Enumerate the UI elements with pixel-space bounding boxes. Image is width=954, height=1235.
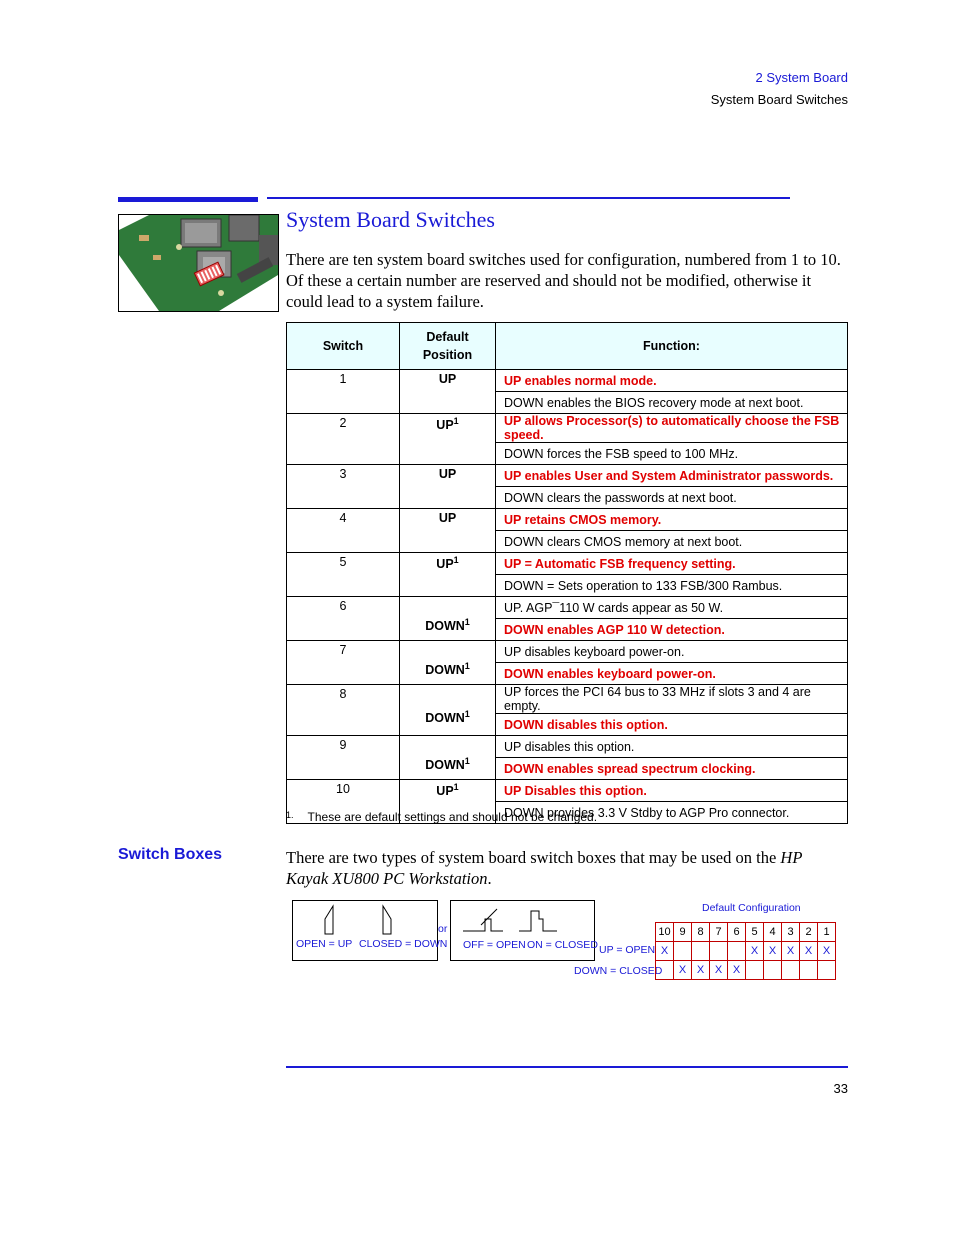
function-down: DOWN enables keyboard power-on. — [496, 663, 848, 685]
switch-number: 1 — [287, 370, 400, 414]
table-row — [287, 685, 848, 714]
down-closed-label: DOWN = CLOSED — [574, 965, 663, 977]
function-down: DOWN disables this option. — [496, 714, 848, 736]
config-switch-number: 9 — [674, 923, 692, 942]
table-row — [287, 370, 848, 392]
switch-number: 4 — [287, 509, 400, 553]
config-up-mark — [710, 942, 728, 961]
default-position-label: UP — [438, 467, 457, 481]
footnote-ref: 1 — [464, 661, 470, 672]
config-down-mark — [782, 961, 800, 980]
config-down-row — [656, 961, 836, 980]
config-switch-number: 2 — [800, 923, 818, 942]
default-position-label: DOWN — [425, 758, 465, 773]
config-down-mark — [746, 961, 764, 980]
switch-table-body — [287, 370, 848, 824]
table-row — [287, 414, 848, 443]
config-down-mark: X — [692, 961, 710, 980]
config-switch-number: 10 — [656, 923, 674, 942]
switch-number: 7 — [287, 641, 400, 685]
config-up-row — [656, 942, 836, 961]
default-config-grid — [655, 922, 836, 980]
intro-paragraph: There are ten system board switches used for configuration, numbered from 1 to 10. Of these a certain number are reserved and should not be modified, otherwise it could lead to a system failure. — [286, 250, 841, 311]
switch-number: 5 — [287, 553, 400, 597]
config-down-mark: X — [710, 961, 728, 980]
system-board-image — [118, 214, 279, 312]
config-up-mark — [674, 942, 692, 961]
config-up-mark: X — [782, 942, 800, 961]
footer-rule — [286, 1066, 848, 1068]
config-switch-number: 5 — [746, 923, 764, 942]
footnote-text: These are default settings and should not be changed. — [307, 810, 598, 824]
off-open-label: OFF = OPEN — [463, 939, 526, 951]
footnote-ref: 1 — [453, 782, 459, 792]
config-switch-number: 4 — [764, 923, 782, 942]
default-config-label: Default Configuration — [702, 902, 801, 914]
config-switch-number: 3 — [782, 923, 800, 942]
table-row — [287, 780, 848, 802]
config-switch-numbers-row — [656, 923, 836, 942]
default-position-label: UP — [436, 784, 454, 799]
config-up-mark: X — [800, 942, 818, 961]
config-up-mark: X — [746, 942, 764, 961]
default-position-label: UP — [438, 511, 457, 525]
up-open-label: UP = OPEN — [599, 944, 656, 956]
function-up: UP disables this option. — [496, 736, 848, 758]
title-rule-left — [118, 197, 258, 202]
header-default-label: Default Position — [422, 330, 473, 362]
function-down: DOWN clears CMOS memory at next boot. — [496, 531, 848, 553]
config-up-mark: X — [656, 942, 674, 961]
switch-number: 9 — [287, 736, 400, 780]
page-title: System Board Switches — [286, 207, 495, 232]
footnote-ref: 1 — [453, 555, 459, 565]
config-up-mark — [728, 942, 746, 961]
footnote — [286, 810, 597, 824]
function-up: UP disables keyboard power-on. — [496, 641, 848, 663]
function-up: UP enables User and System Administrator passwords. — [496, 465, 848, 487]
function-up: UP forces the PCI 64 bus to 33 MHz if slots 3 and 4 are empty. — [496, 685, 848, 714]
switch-boxes-text-end: . — [487, 869, 492, 888]
header-switch: Switch — [287, 323, 400, 370]
table-row — [287, 641, 848, 663]
switch-boxes-text: There are two types of system board switch boxes that may be used on the — [286, 848, 781, 867]
function-down: DOWN enables the BIOS recovery mode at next boot. — [496, 392, 848, 414]
closed-down-label: CLOSED = DOWN — [359, 938, 448, 950]
switch-number: 8 — [287, 685, 400, 736]
on-closed-label: ON = CLOSED — [527, 939, 598, 951]
default-position — [400, 370, 496, 414]
config-down-mark — [800, 961, 818, 980]
footnote-ref: 1 — [453, 416, 459, 426]
config-switch-number: 7 — [710, 923, 728, 942]
table-row — [287, 736, 848, 758]
default-position — [400, 509, 496, 553]
page-number: 33 — [833, 1081, 848, 1096]
default-position — [400, 641, 496, 685]
default-position — [400, 553, 496, 597]
slide-switch-icons — [451, 901, 594, 941]
switch-number: 10 — [287, 780, 400, 824]
function-up: UP = Automatic FSB frequency setting. — [496, 553, 848, 575]
table-row — [287, 509, 848, 531]
default-position — [400, 414, 496, 465]
switch-number: 6 — [287, 597, 400, 641]
function-down: DOWN enables spread spectrum clocking. — [496, 758, 848, 780]
config-up-mark: X — [764, 942, 782, 961]
config-down-mark — [818, 961, 836, 980]
default-position — [400, 685, 496, 736]
footnote-ref: 1 — [464, 756, 470, 767]
default-position-label: DOWN — [425, 711, 465, 726]
config-down-mark — [656, 961, 674, 980]
header-section: System Board Switches — [710, 92, 848, 107]
default-position-label: UP — [436, 557, 454, 572]
header-function: Function: — [496, 323, 848, 370]
function-down: DOWN forces the FSB speed to 100 MHz. — [496, 443, 848, 465]
config-switch-number: 8 — [692, 923, 710, 942]
config-switch-number: 1 — [818, 923, 836, 942]
or-label: or — [438, 923, 448, 935]
function-up: UP allows Processor(s) to automatically choose the FSB speed. — [496, 414, 848, 443]
config-down-mark: X — [728, 961, 746, 980]
product-name: HP Kayak XU800 PC Workstation — [286, 848, 803, 888]
switch-boxes-paragraph — [286, 847, 848, 889]
switch-boxes-heading: Switch Boxes — [118, 846, 223, 863]
table-header-row — [287, 323, 848, 370]
default-position — [400, 465, 496, 509]
default-position-label: DOWN — [425, 619, 465, 634]
footnote-mark: 1. — [286, 810, 294, 820]
open-up-label: OPEN = UP — [296, 938, 353, 950]
default-position-label: UP — [438, 372, 457, 386]
switch-number: 3 — [287, 465, 400, 509]
default-position — [400, 597, 496, 641]
config-up-mark: X — [818, 942, 836, 961]
config-down-mark — [764, 961, 782, 980]
default-position-label: UP — [436, 418, 454, 433]
switch-number: 2 — [287, 414, 400, 465]
rocker-switch-icons — [293, 901, 437, 941]
config-down-mark: X — [674, 961, 692, 980]
function-down: DOWN provides 3.3 V Stdby to AGP Pro connector. — [496, 802, 848, 824]
function-down: DOWN enables AGP 110 W detection. — [496, 619, 848, 641]
function-down: DOWN = Sets operation to 133 FSB/300 Rambus. — [496, 575, 848, 597]
switch-table — [286, 322, 848, 824]
table-row — [287, 553, 848, 575]
switch-box-type-2 — [450, 900, 598, 961]
header-chapter: 2 System Board — [755, 70, 848, 85]
default-position — [400, 736, 496, 780]
table-row — [287, 597, 848, 619]
default-position-label: DOWN — [425, 663, 465, 678]
function-down: DOWN clears the passwords at next boot. — [496, 487, 848, 509]
title-rule-right — [267, 197, 790, 199]
function-up: UP enables normal mode. — [496, 370, 848, 392]
function-up: UP Disables this option. — [496, 780, 848, 802]
function-up: UP. AGP¯110 W cards appear as 50 W. — [496, 597, 848, 619]
footnote-ref: 1 — [464, 708, 470, 719]
config-switch-number: 6 — [728, 923, 746, 942]
footnote-ref: 1 — [464, 617, 470, 628]
config-up-mark — [692, 942, 710, 961]
header-default — [400, 323, 496, 370]
function-up: UP retains CMOS memory. — [496, 509, 848, 531]
table-row — [287, 465, 848, 487]
